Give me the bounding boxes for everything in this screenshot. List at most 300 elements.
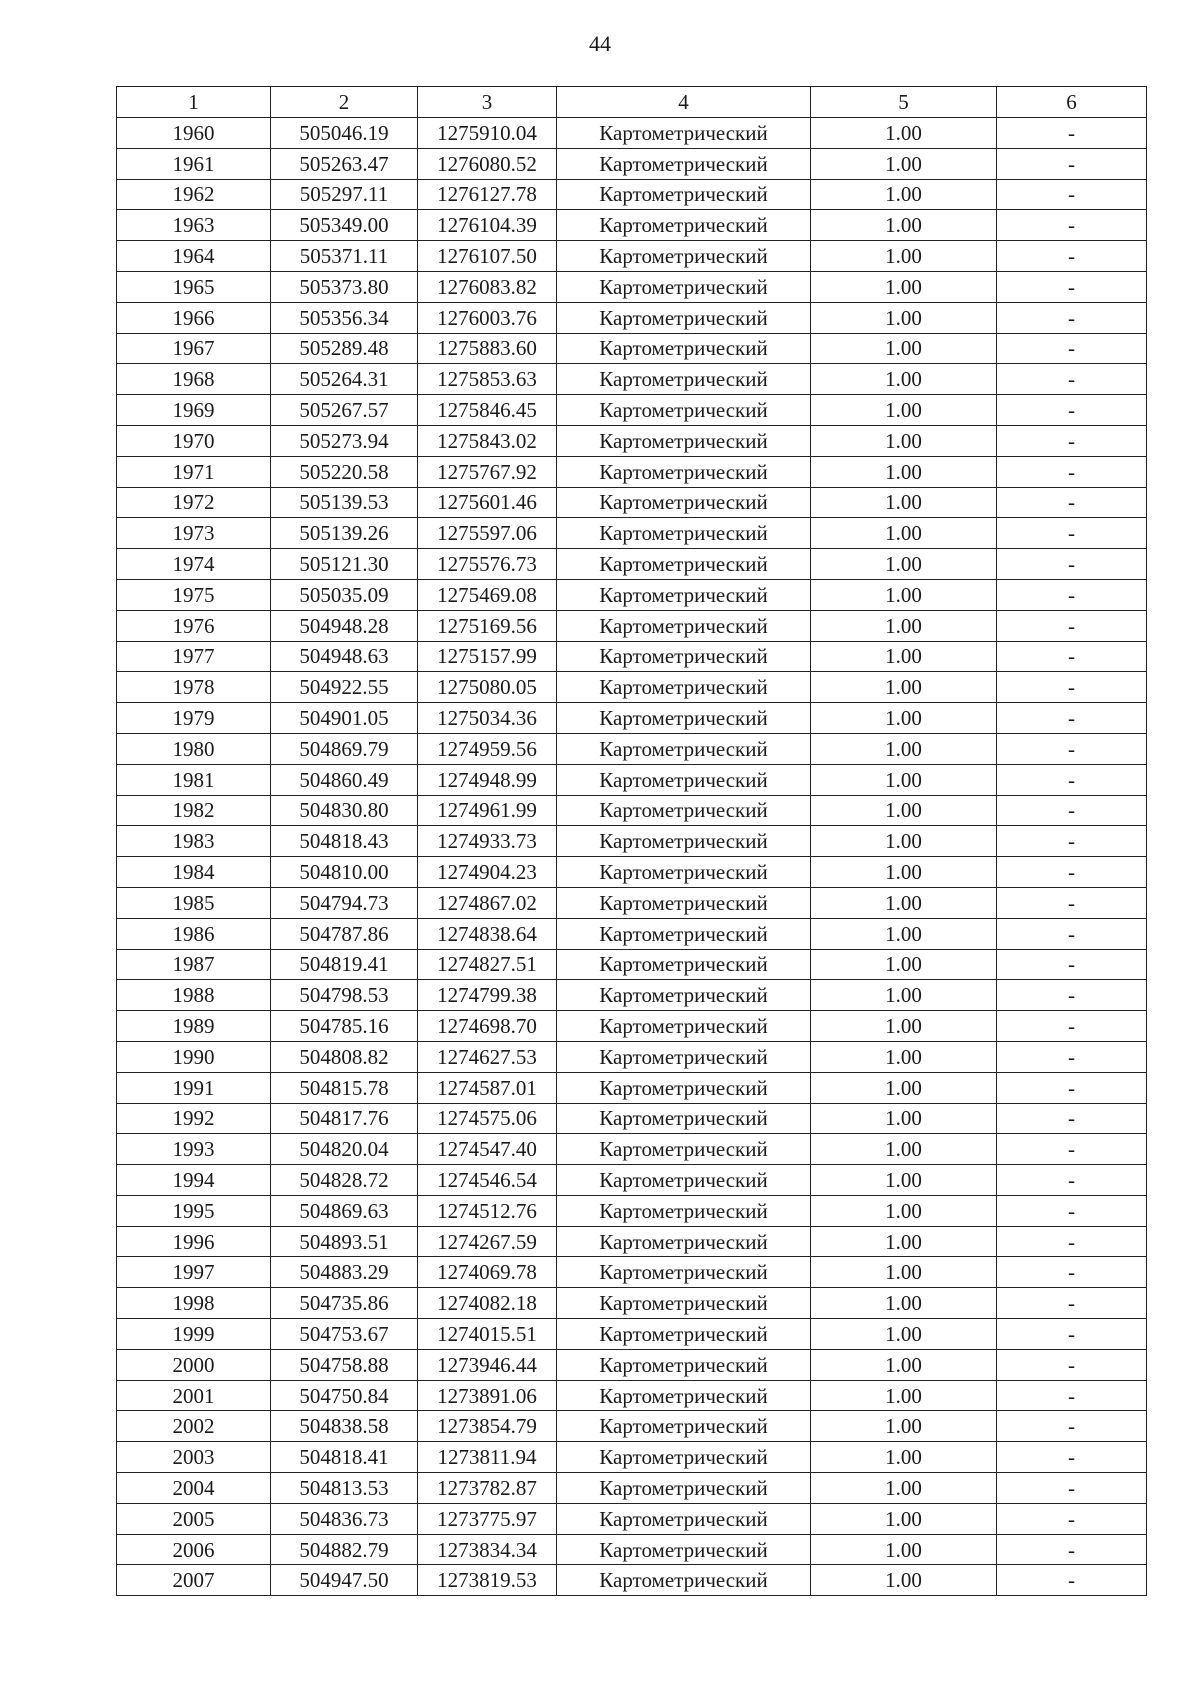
note-cell: -	[997, 1534, 1147, 1565]
point-number-cell: 1963	[117, 210, 271, 241]
point-number-cell: 1961	[117, 148, 271, 179]
x-coordinate-cell: 504794.73	[271, 887, 418, 918]
table-row	[117, 980, 1147, 1011]
point-number-cell: 2006	[117, 1534, 271, 1565]
point-number-cell: 2000	[117, 1349, 271, 1380]
note-cell: -	[997, 1195, 1147, 1226]
method-cell: Картометрический	[557, 302, 811, 333]
note-cell: -	[997, 1103, 1147, 1134]
x-coordinate-cell: 505373.80	[271, 271, 418, 302]
accuracy-cell: 1.00	[811, 980, 997, 1011]
note-cell: -	[997, 118, 1147, 149]
method-cell: Картометрический	[557, 487, 811, 518]
method-cell: Картометрический	[557, 1134, 811, 1165]
point-number-cell: 1978	[117, 672, 271, 703]
table-row	[117, 1319, 1147, 1350]
y-coordinate-cell: 1274904.23	[418, 857, 557, 888]
point-number-cell: 1992	[117, 1103, 271, 1134]
method-cell: Картометрический	[557, 579, 811, 610]
y-coordinate-cell: 1274933.73	[418, 826, 557, 857]
table-row	[117, 1226, 1147, 1257]
method-cell: Картометрический	[557, 210, 811, 241]
y-coordinate-cell: 1275601.46	[418, 487, 557, 518]
y-coordinate-cell: 1275576.73	[418, 549, 557, 580]
point-number-cell: 1962	[117, 179, 271, 210]
y-coordinate-cell: 1276083.82	[418, 271, 557, 302]
point-number-cell: 1975	[117, 579, 271, 610]
note-cell: -	[997, 610, 1147, 641]
method-cell: Картометрический	[557, 1503, 811, 1534]
y-coordinate-cell: 1275883.60	[418, 333, 557, 364]
y-coordinate-cell: 1275853.63	[418, 364, 557, 395]
x-coordinate-cell: 504947.50	[271, 1565, 418, 1596]
table-row	[117, 1349, 1147, 1380]
note-cell: -	[997, 1473, 1147, 1504]
accuracy-cell: 1.00	[811, 241, 997, 272]
method-cell: Картометрический	[557, 1473, 811, 1504]
method-cell: Картометрический	[557, 549, 811, 580]
y-coordinate-cell: 1273891.06	[418, 1380, 557, 1411]
point-number-cell: 1960	[117, 118, 271, 149]
x-coordinate-cell: 504901.05	[271, 703, 418, 734]
x-coordinate-cell: 504893.51	[271, 1226, 418, 1257]
table-row	[117, 210, 1147, 241]
x-coordinate-cell: 505267.57	[271, 395, 418, 426]
method-cell: Картометрический	[557, 826, 811, 857]
method-cell: Картометрический	[557, 887, 811, 918]
table-header	[117, 87, 1147, 118]
point-number-cell: 1990	[117, 1041, 271, 1072]
accuracy-cell: 1.00	[811, 1380, 997, 1411]
x-coordinate-cell: 504838.58	[271, 1411, 418, 1442]
table-row	[117, 1103, 1147, 1134]
note-cell: -	[997, 672, 1147, 703]
x-coordinate-cell: 505264.31	[271, 364, 418, 395]
table-row	[117, 857, 1147, 888]
point-number-cell: 1984	[117, 857, 271, 888]
note-cell: -	[997, 980, 1147, 1011]
table-row	[117, 148, 1147, 179]
note-cell: -	[997, 1442, 1147, 1473]
accuracy-cell: 1.00	[811, 549, 997, 580]
x-coordinate-cell: 504750.84	[271, 1380, 418, 1411]
y-coordinate-cell: 1274827.51	[418, 949, 557, 980]
accuracy-cell: 1.00	[811, 456, 997, 487]
table-row	[117, 703, 1147, 734]
accuracy-cell: 1.00	[811, 1195, 997, 1226]
method-cell: Картометрический	[557, 857, 811, 888]
y-coordinate-cell: 1273946.44	[418, 1349, 557, 1380]
table-row	[117, 610, 1147, 641]
point-number-cell: 1977	[117, 641, 271, 672]
accuracy-cell: 1.00	[811, 733, 997, 764]
x-coordinate-cell: 504836.73	[271, 1503, 418, 1534]
accuracy-cell: 1.00	[811, 487, 997, 518]
table-row	[117, 487, 1147, 518]
x-coordinate-cell: 504820.04	[271, 1134, 418, 1165]
point-number-cell: 2004	[117, 1473, 271, 1504]
x-coordinate-cell: 504948.28	[271, 610, 418, 641]
accuracy-cell: 1.00	[811, 918, 997, 949]
note-cell: -	[997, 764, 1147, 795]
method-cell: Картометрический	[557, 641, 811, 672]
y-coordinate-cell: 1275034.36	[418, 703, 557, 734]
x-coordinate-cell: 505349.00	[271, 210, 418, 241]
x-coordinate-cell: 505046.19	[271, 118, 418, 149]
header-row	[117, 87, 1147, 118]
note-cell: -	[997, 1257, 1147, 1288]
method-cell: Картометрический	[557, 179, 811, 210]
table-row	[117, 826, 1147, 857]
table-row	[117, 579, 1147, 610]
table-row	[117, 1257, 1147, 1288]
note-cell: -	[997, 795, 1147, 826]
method-cell: Картометрический	[557, 1195, 811, 1226]
method-cell: Картометрический	[557, 271, 811, 302]
column-header-6: 6	[997, 87, 1147, 118]
note-cell: -	[997, 364, 1147, 395]
table-row	[117, 1134, 1147, 1165]
x-coordinate-cell: 504787.86	[271, 918, 418, 949]
point-number-cell: 2007	[117, 1565, 271, 1596]
x-coordinate-cell: 504753.67	[271, 1319, 418, 1350]
y-coordinate-cell: 1275910.04	[418, 118, 557, 149]
table-row	[117, 672, 1147, 703]
accuracy-cell: 1.00	[811, 579, 997, 610]
y-coordinate-cell: 1275767.92	[418, 456, 557, 487]
note-cell: -	[997, 1226, 1147, 1257]
x-coordinate-cell: 504798.53	[271, 980, 418, 1011]
table-row	[117, 764, 1147, 795]
table-row	[117, 918, 1147, 949]
note-cell: -	[997, 1134, 1147, 1165]
note-cell: -	[997, 641, 1147, 672]
x-coordinate-cell: 504882.79	[271, 1534, 418, 1565]
note-cell: -	[997, 1165, 1147, 1196]
table-body	[117, 118, 1147, 1596]
table-row	[117, 1442, 1147, 1473]
x-coordinate-cell: 504810.00	[271, 857, 418, 888]
y-coordinate-cell: 1274959.56	[418, 733, 557, 764]
point-number-cell: 1986	[117, 918, 271, 949]
accuracy-cell: 1.00	[811, 1349, 997, 1380]
note-cell: -	[997, 1411, 1147, 1442]
note-cell: -	[997, 1288, 1147, 1319]
table-row	[117, 795, 1147, 826]
accuracy-cell: 1.00	[811, 1319, 997, 1350]
method-cell: Картометрический	[557, 1442, 811, 1473]
column-header-3: 3	[418, 87, 557, 118]
method-cell: Картометрический	[557, 1072, 811, 1103]
method-cell: Картометрический	[557, 764, 811, 795]
accuracy-cell: 1.00	[811, 1103, 997, 1134]
table-row	[117, 333, 1147, 364]
y-coordinate-cell: 1274587.01	[418, 1072, 557, 1103]
method-cell: Картометрический	[557, 395, 811, 426]
table-row	[117, 395, 1147, 426]
note-cell: -	[997, 703, 1147, 734]
x-coordinate-cell: 504948.63	[271, 641, 418, 672]
y-coordinate-cell: 1273819.53	[418, 1565, 557, 1596]
accuracy-cell: 1.00	[811, 518, 997, 549]
point-number-cell: 1976	[117, 610, 271, 641]
accuracy-cell: 1.00	[811, 1041, 997, 1072]
y-coordinate-cell: 1274082.18	[418, 1288, 557, 1319]
note-cell: -	[997, 949, 1147, 980]
accuracy-cell: 1.00	[811, 1011, 997, 1042]
method-cell: Картометрический	[557, 949, 811, 980]
method-cell: Картометрический	[557, 1349, 811, 1380]
method-cell: Картометрический	[557, 1411, 811, 1442]
note-cell: -	[997, 733, 1147, 764]
accuracy-cell: 1.00	[811, 1503, 997, 1534]
point-number-cell: 1994	[117, 1165, 271, 1196]
y-coordinate-cell: 1274512.76	[418, 1195, 557, 1226]
method-cell: Картометрический	[557, 456, 811, 487]
y-coordinate-cell: 1274799.38	[418, 980, 557, 1011]
point-number-cell: 1996	[117, 1226, 271, 1257]
method-cell: Картометрический	[557, 333, 811, 364]
accuracy-cell: 1.00	[811, 1565, 997, 1596]
point-number-cell: 1974	[117, 549, 271, 580]
note-cell: -	[997, 425, 1147, 456]
accuracy-cell: 1.00	[811, 610, 997, 641]
page-number: 44	[589, 31, 611, 56]
point-number-cell: 1999	[117, 1319, 271, 1350]
method-cell: Картометрический	[557, 918, 811, 949]
accuracy-cell: 1.00	[811, 764, 997, 795]
y-coordinate-cell: 1276080.52	[418, 148, 557, 179]
x-coordinate-cell: 504808.82	[271, 1041, 418, 1072]
accuracy-cell: 1.00	[811, 118, 997, 149]
accuracy-cell: 1.00	[811, 148, 997, 179]
y-coordinate-cell: 1273854.79	[418, 1411, 557, 1442]
x-coordinate-cell: 504869.63	[271, 1195, 418, 1226]
note-cell: -	[997, 179, 1147, 210]
accuracy-cell: 1.00	[811, 857, 997, 888]
point-number-cell: 1965	[117, 271, 271, 302]
method-cell: Картометрический	[557, 1226, 811, 1257]
accuracy-cell: 1.00	[811, 672, 997, 703]
y-coordinate-cell: 1275843.02	[418, 425, 557, 456]
point-number-cell: 1967	[117, 333, 271, 364]
method-cell: Картометрический	[557, 425, 811, 456]
table-row	[117, 1534, 1147, 1565]
accuracy-cell: 1.00	[811, 1072, 997, 1103]
accuracy-cell: 1.00	[811, 271, 997, 302]
y-coordinate-cell: 1275597.06	[418, 518, 557, 549]
method-cell: Картометрический	[557, 364, 811, 395]
method-cell: Картометрический	[557, 703, 811, 734]
y-coordinate-cell: 1274838.64	[418, 918, 557, 949]
x-coordinate-cell: 505139.53	[271, 487, 418, 518]
x-coordinate-cell: 504883.29	[271, 1257, 418, 1288]
note-cell: -	[997, 857, 1147, 888]
x-coordinate-cell: 504860.49	[271, 764, 418, 795]
accuracy-cell: 1.00	[811, 1257, 997, 1288]
note-cell: -	[997, 549, 1147, 580]
method-cell: Картометрический	[557, 795, 811, 826]
y-coordinate-cell: 1275157.99	[418, 641, 557, 672]
accuracy-cell: 1.00	[811, 1134, 997, 1165]
note-cell: -	[997, 148, 1147, 179]
method-cell: Картометрический	[557, 980, 811, 1011]
y-coordinate-cell: 1273811.94	[418, 1442, 557, 1473]
point-number-cell: 1991	[117, 1072, 271, 1103]
point-number-cell: 1993	[117, 1134, 271, 1165]
x-coordinate-cell: 504828.72	[271, 1165, 418, 1196]
table-row	[117, 456, 1147, 487]
method-cell: Картометрический	[557, 1103, 811, 1134]
y-coordinate-cell: 1273782.87	[418, 1473, 557, 1504]
accuracy-cell: 1.00	[811, 333, 997, 364]
table-row	[117, 1380, 1147, 1411]
method-cell: Картометрический	[557, 733, 811, 764]
table-row	[117, 302, 1147, 333]
column-header-2: 2	[271, 87, 418, 118]
accuracy-cell: 1.00	[811, 1473, 997, 1504]
y-coordinate-cell: 1275469.08	[418, 579, 557, 610]
point-number-cell: 1964	[117, 241, 271, 272]
method-cell: Картометрический	[557, 118, 811, 149]
table-row	[117, 1288, 1147, 1319]
x-coordinate-cell: 505035.09	[271, 579, 418, 610]
point-number-cell: 1988	[117, 980, 271, 1011]
y-coordinate-cell: 1275846.45	[418, 395, 557, 426]
y-coordinate-cell: 1276107.50	[418, 241, 557, 272]
column-header-4: 4	[557, 87, 811, 118]
note-cell: -	[997, 1503, 1147, 1534]
table-row	[117, 1011, 1147, 1042]
method-cell: Картометрический	[557, 1041, 811, 1072]
accuracy-cell: 1.00	[811, 1442, 997, 1473]
point-number-cell: 1997	[117, 1257, 271, 1288]
x-coordinate-cell: 504922.55	[271, 672, 418, 703]
accuracy-cell: 1.00	[811, 210, 997, 241]
note-cell: -	[997, 887, 1147, 918]
point-number-cell: 1985	[117, 887, 271, 918]
y-coordinate-cell: 1274867.02	[418, 887, 557, 918]
method-cell: Картометрический	[557, 1165, 811, 1196]
note-cell: -	[997, 1011, 1147, 1042]
x-coordinate-cell: 504813.53	[271, 1473, 418, 1504]
point-number-cell: 1982	[117, 795, 271, 826]
note-cell: -	[997, 456, 1147, 487]
method-cell: Картометрический	[557, 1288, 811, 1319]
note-cell: -	[997, 1319, 1147, 1350]
x-coordinate-cell: 505273.94	[271, 425, 418, 456]
column-header-1: 1	[117, 87, 271, 118]
y-coordinate-cell: 1276104.39	[418, 210, 557, 241]
point-number-cell: 2005	[117, 1503, 271, 1534]
accuracy-cell: 1.00	[811, 395, 997, 426]
accuracy-cell: 1.00	[811, 703, 997, 734]
y-coordinate-cell: 1275169.56	[418, 610, 557, 641]
method-cell: Картометрический	[557, 1380, 811, 1411]
x-coordinate-cell: 505139.26	[271, 518, 418, 549]
x-coordinate-cell: 505289.48	[271, 333, 418, 364]
point-number-cell: 2002	[117, 1411, 271, 1442]
accuracy-cell: 1.00	[811, 641, 997, 672]
point-number-cell: 1995	[117, 1195, 271, 1226]
y-coordinate-cell: 1274547.40	[418, 1134, 557, 1165]
point-number-cell: 1972	[117, 487, 271, 518]
note-cell: -	[997, 395, 1147, 426]
table-row	[117, 733, 1147, 764]
method-cell: Картометрический	[557, 1565, 811, 1596]
x-coordinate-cell: 504830.80	[271, 795, 418, 826]
y-coordinate-cell: 1276003.76	[418, 302, 557, 333]
x-coordinate-cell: 504815.78	[271, 1072, 418, 1103]
y-coordinate-cell: 1276127.78	[418, 179, 557, 210]
table-row	[117, 949, 1147, 980]
table-row	[117, 1503, 1147, 1534]
x-coordinate-cell: 504817.76	[271, 1103, 418, 1134]
point-number-cell: 1971	[117, 456, 271, 487]
x-coordinate-cell: 504819.41	[271, 949, 418, 980]
point-number-cell: 1973	[117, 518, 271, 549]
table-row	[117, 1041, 1147, 1072]
table-row	[117, 1072, 1147, 1103]
note-cell: -	[997, 333, 1147, 364]
accuracy-cell: 1.00	[811, 887, 997, 918]
x-coordinate-cell: 505263.47	[271, 148, 418, 179]
y-coordinate-cell: 1274015.51	[418, 1319, 557, 1350]
y-coordinate-cell: 1273834.34	[418, 1534, 557, 1565]
point-number-cell: 1989	[117, 1011, 271, 1042]
table-row	[117, 887, 1147, 918]
column-header-5: 5	[811, 87, 997, 118]
method-cell: Картометрический	[557, 1319, 811, 1350]
x-coordinate-cell: 504758.88	[271, 1349, 418, 1380]
accuracy-cell: 1.00	[811, 179, 997, 210]
method-cell: Картометрический	[557, 672, 811, 703]
table-row	[117, 1565, 1147, 1596]
table-row	[117, 1195, 1147, 1226]
y-coordinate-cell: 1274948.99	[418, 764, 557, 795]
table-row	[117, 1411, 1147, 1442]
y-coordinate-cell: 1274267.59	[418, 1226, 557, 1257]
table-row	[117, 518, 1147, 549]
point-number-cell: 1998	[117, 1288, 271, 1319]
table-row	[117, 1165, 1147, 1196]
accuracy-cell: 1.00	[811, 1411, 997, 1442]
note-cell: -	[997, 241, 1147, 272]
x-coordinate-cell: 505371.11	[271, 241, 418, 272]
table-row	[117, 118, 1147, 149]
point-number-cell: 1987	[117, 949, 271, 980]
accuracy-cell: 1.00	[811, 1226, 997, 1257]
note-cell: -	[997, 1380, 1147, 1411]
table-row	[117, 549, 1147, 580]
point-number-cell: 1966	[117, 302, 271, 333]
point-number-cell: 2001	[117, 1380, 271, 1411]
method-cell: Картометрический	[557, 241, 811, 272]
x-coordinate-cell: 505220.58	[271, 456, 418, 487]
note-cell: -	[997, 579, 1147, 610]
x-coordinate-cell: 505121.30	[271, 549, 418, 580]
note-cell: -	[997, 918, 1147, 949]
point-number-cell: 1980	[117, 733, 271, 764]
accuracy-cell: 1.00	[811, 1165, 997, 1196]
accuracy-cell: 1.00	[811, 949, 997, 980]
note-cell: -	[997, 1349, 1147, 1380]
note-cell: -	[997, 271, 1147, 302]
table-row	[117, 425, 1147, 456]
method-cell: Картометрический	[557, 1011, 811, 1042]
y-coordinate-cell: 1274575.06	[418, 1103, 557, 1134]
note-cell: -	[997, 487, 1147, 518]
